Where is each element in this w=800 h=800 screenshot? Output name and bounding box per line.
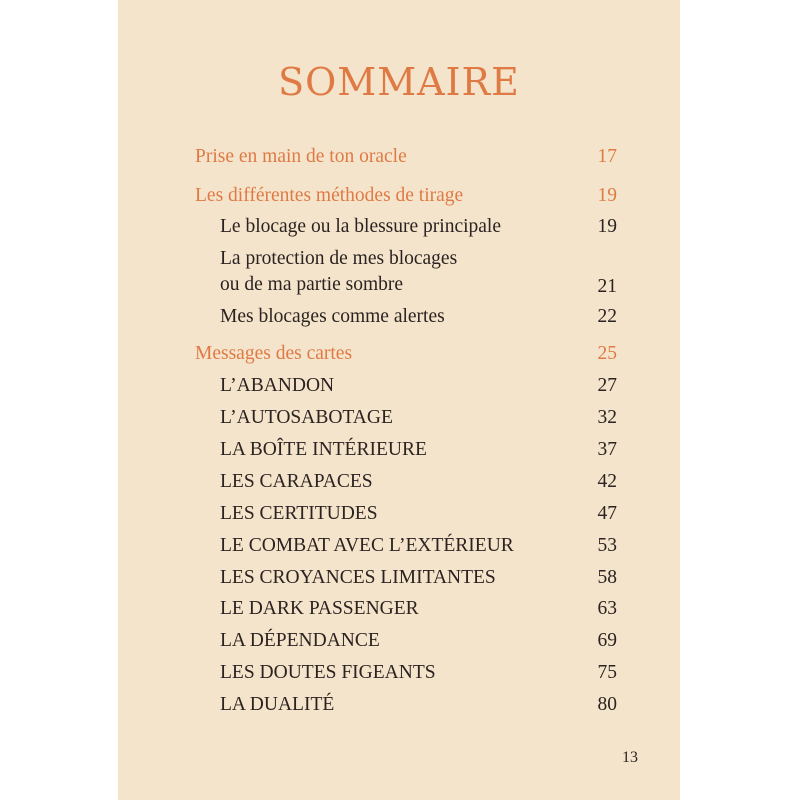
toc-page-number: 42 [597,471,617,492]
toc-label: Mes blocages comme alertes [220,306,445,327]
toc-entry[interactable] [220,407,617,429]
toc-page-number: 17 [597,146,617,167]
toc-label: LA BOÎTE INTÉRIEURE [220,439,427,460]
toc-label: Le blocage ou la blessure principale [220,216,502,237]
toc-label: Les différentes méthodes de tirage [195,185,464,206]
toc-label: LES CERTITUDES [220,503,378,524]
toc-page-number: 37 [597,439,617,460]
toc-label: LA DÉPENDANCE [220,630,380,651]
toc-label: L’ABANDON [220,375,335,396]
toc-label: LES DOUTES FIGEANTS [220,662,436,683]
toc-page-number: 69 [597,630,617,651]
toc-page-number: 75 [597,662,617,683]
toc-page-number: 27 [597,375,617,396]
toc-page-number: 53 [597,535,617,556]
toc-entry[interactable] [220,439,617,461]
toc-page-number: 32 [597,407,617,428]
page-number: 13 [622,749,638,766]
toc-entry[interactable] [220,662,617,684]
toc-entry[interactable] [220,471,617,493]
toc-label-line: La protection de mes blocages [220,248,458,269]
toc-subsection[interactable] [220,216,617,238]
toc-label: LE DARK PASSENGER [220,598,419,619]
toc-page-number: 19 [597,216,617,237]
toc-entry[interactable] [220,375,617,397]
toc-page-number: 47 [597,503,617,524]
toc-label: LE COMBAT AVEC L’EXTÉRIEUR [220,535,514,556]
toc-label: LES CROYANCES LIMITANTES [220,567,496,588]
toc-section[interactable] [195,146,617,168]
toc-label: LES CARAPACES [220,471,373,492]
toc-section[interactable] [195,343,617,365]
toc-page-number: 22 [597,306,617,327]
page-title: SOMMAIRE [278,60,520,104]
toc-subsection[interactable] [220,246,617,298]
toc-label: Messages des cartes [195,343,353,364]
toc-entry[interactable] [220,567,617,589]
toc-page-number: 21 [597,276,617,297]
book-page [118,0,680,800]
toc-page-number: 25 [597,343,617,364]
toc-label: Prise en main de ton oracle [195,146,407,167]
toc-entry[interactable] [220,598,617,620]
toc-section[interactable] [195,185,617,207]
toc-subsection[interactable] [220,306,617,328]
toc-label: LA DUALITÉ [220,694,335,715]
toc-entry[interactable] [220,630,617,652]
toc-page-number: 63 [597,598,617,619]
toc-entry[interactable] [220,503,617,525]
toc-page-number: 58 [597,567,617,588]
toc-label: L’AUTOSABOTAGE [220,407,393,428]
toc-entry[interactable] [220,535,617,557]
toc-page-number: 80 [597,694,617,715]
toc-entry[interactable] [220,694,617,716]
toc-label-line: ou de ma partie sombre [220,274,404,295]
toc-page-number: 19 [597,185,617,206]
